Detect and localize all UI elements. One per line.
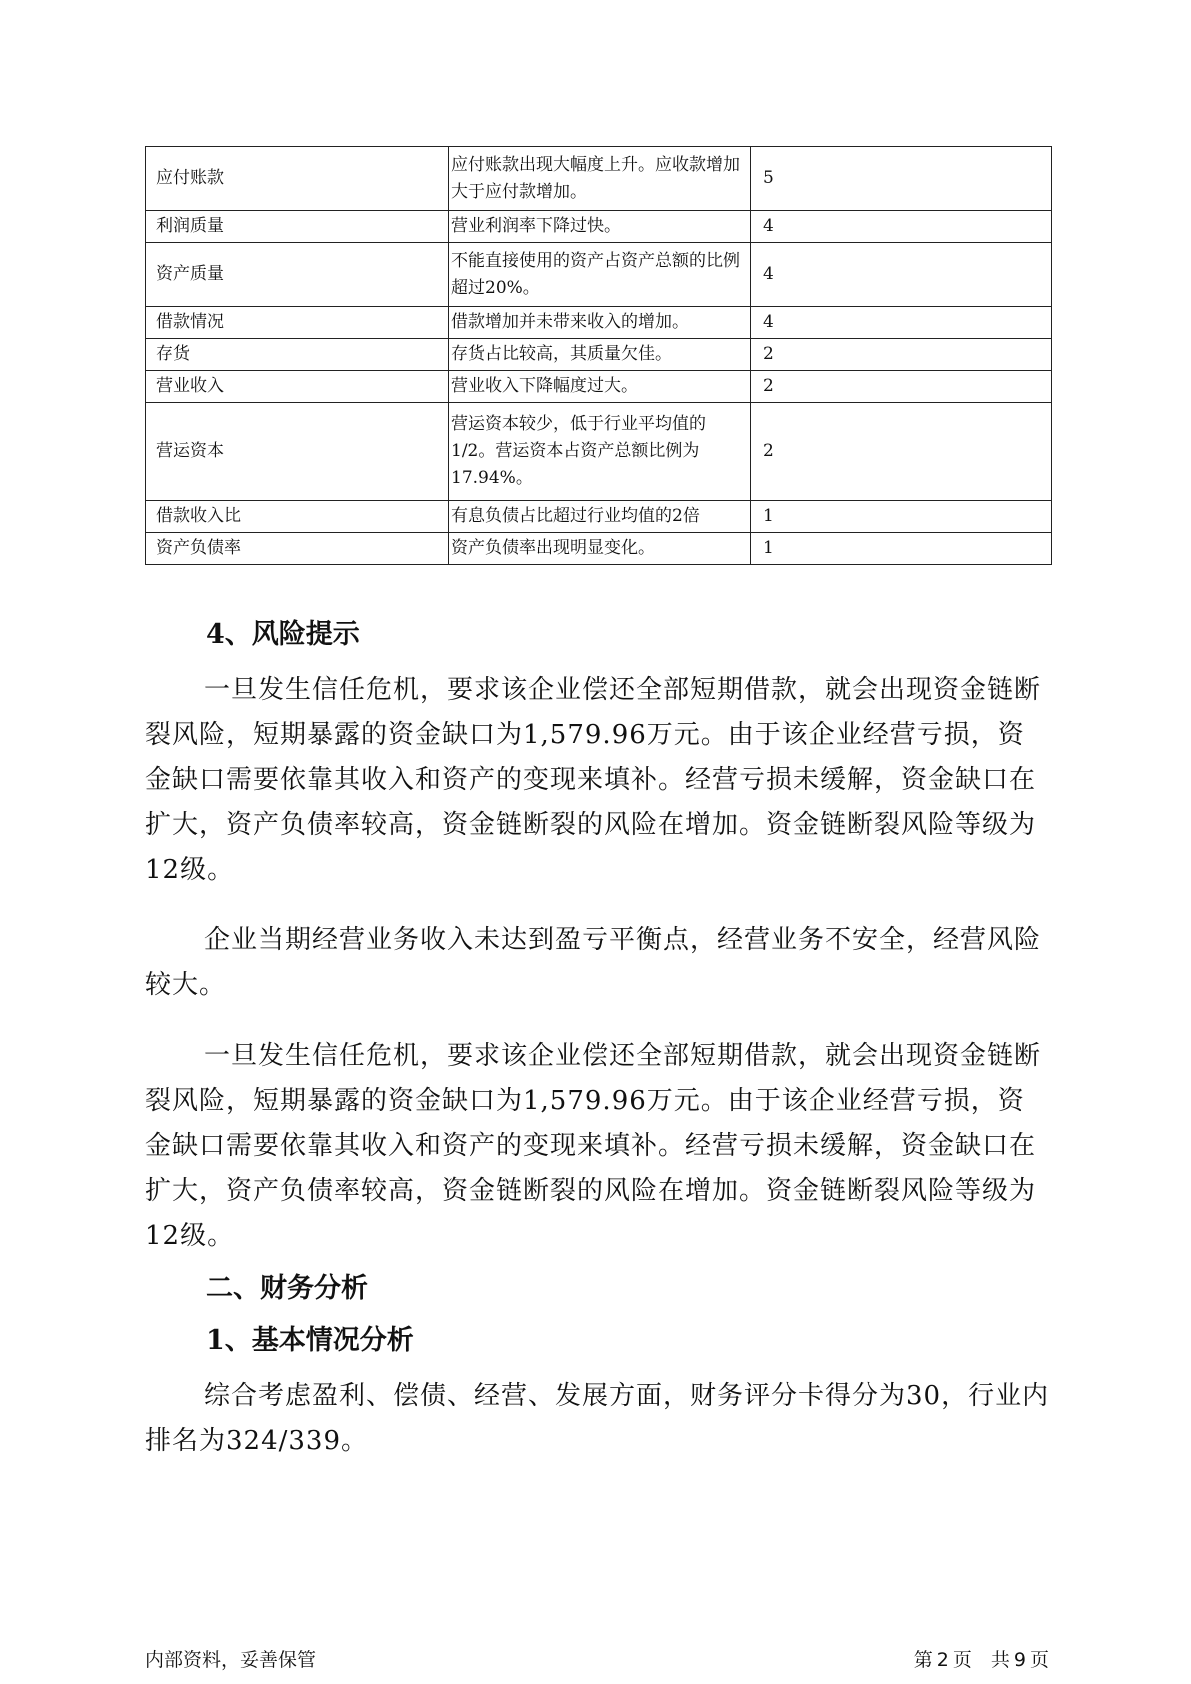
risk-score: 1 <box>751 533 1052 565</box>
risk-item: 借款收入比 <box>146 501 449 533</box>
table-row <box>146 147 1052 211</box>
finance-paragraph: 综合考虑盈利、偿债、经营、发展方面，财务评分卡得分为30，行业内排名为324/339。 <box>145 1381 1050 1456</box>
table-row <box>146 211 1052 243</box>
risk-item: 借款情况 <box>146 307 449 339</box>
table-row <box>146 533 1052 565</box>
page-prefix: 第 <box>913 1649 933 1671</box>
section-heading-finance: 二、财务分析 <box>206 1273 368 1304</box>
risk-description: 不能直接使用的资产占资产总额的比例超过20%。 <box>449 243 751 307</box>
footer-confidential-note: 内部资料，妥善保管 <box>145 1649 317 1671</box>
page-suffix: 页 <box>1029 1649 1049 1671</box>
risk-score: 2 <box>751 371 1052 403</box>
risk-item: 资产负债率 <box>146 533 449 565</box>
risk-description: 借款增加并未带来收入的增加。 <box>449 307 751 339</box>
risk-item: 存货 <box>146 339 449 371</box>
risk-paragraph-3: 一旦发生信任危机，要求该企业偿还全部短期借款，就会出现资金链断裂风险，短期暴露的资金缺口为1,579.96万元。由于该企业经营亏损，资金缺口需要依靠其收入和资产的变现来填补。经营亏损未缓解，资金缺口在扩大，资产负债率较高，资金链断裂的风险在增加。资金链断裂风险等级为12级。 <box>145 1041 1042 1251</box>
risk-score: 4 <box>751 211 1052 243</box>
table-row <box>146 307 1052 339</box>
table-row <box>146 339 1052 371</box>
table-row <box>146 403 1052 501</box>
risk-item: 利润质量 <box>146 211 449 243</box>
risk-item: 营运资本 <box>146 403 449 501</box>
risk-score: 5 <box>751 147 1052 211</box>
risk-description: 有息负债占比超过行业均值的2倍 <box>449 501 751 533</box>
risk-item: 资产质量 <box>146 243 449 307</box>
risk-score: 2 <box>751 403 1052 501</box>
risk-score: 1 <box>751 501 1052 533</box>
risk-description: 应付账款出现大幅度上升。应收款增加大于应付款增加。 <box>449 147 751 211</box>
risk-description: 营业利润率下降过快。 <box>449 211 751 243</box>
risk-description: 营运资本较少，低于行业平均值的1/2。营运资本占资产总额比例为17.94%。 <box>449 403 751 501</box>
page-current: 2 <box>936 1649 949 1671</box>
table-row <box>146 501 1052 533</box>
footer-page-number <box>912 1645 1051 1672</box>
section-heading-risk: 4、风险提示 <box>206 619 360 650</box>
table-row <box>146 371 1052 403</box>
risk-score: 4 <box>751 307 1052 339</box>
risk-score: 2 <box>751 339 1052 371</box>
page-total: 9 <box>1013 1649 1026 1671</box>
risk-item: 应付账款 <box>146 147 449 211</box>
risk-item: 营业收入 <box>146 371 449 403</box>
risk-score: 4 <box>751 243 1052 307</box>
risk-description: 营业收入下降幅度过大。 <box>449 371 751 403</box>
table-row <box>146 243 1052 307</box>
risk-paragraph-1: 一旦发生信任危机，要求该企业偿还全部短期借款，就会出现资金链断裂风险，短期暴露的资金缺口为1,579.96万元。由于该企业经营亏损，资金缺口需要依靠其收入和资产的变现来填补。经营亏损未缓解，资金缺口在扩大，资产负债率较高，资金链断裂的风险在增加。资金链断裂风险等级为12级。 <box>145 675 1042 885</box>
risk-paragraph-2: 企业当期经营业务收入未达到盈亏平衡点，经营业务不安全，经营风险较大。 <box>145 925 1042 1000</box>
page-mid: 页 共 <box>952 1649 1010 1671</box>
risk-description: 资产负债率出现明显变化。 <box>449 533 751 565</box>
subsection-heading-basic: 1、基本情况分析 <box>206 1325 414 1356</box>
risk-table <box>145 146 1052 565</box>
risk-description: 存货占比较高，其质量欠佳。 <box>449 339 751 371</box>
